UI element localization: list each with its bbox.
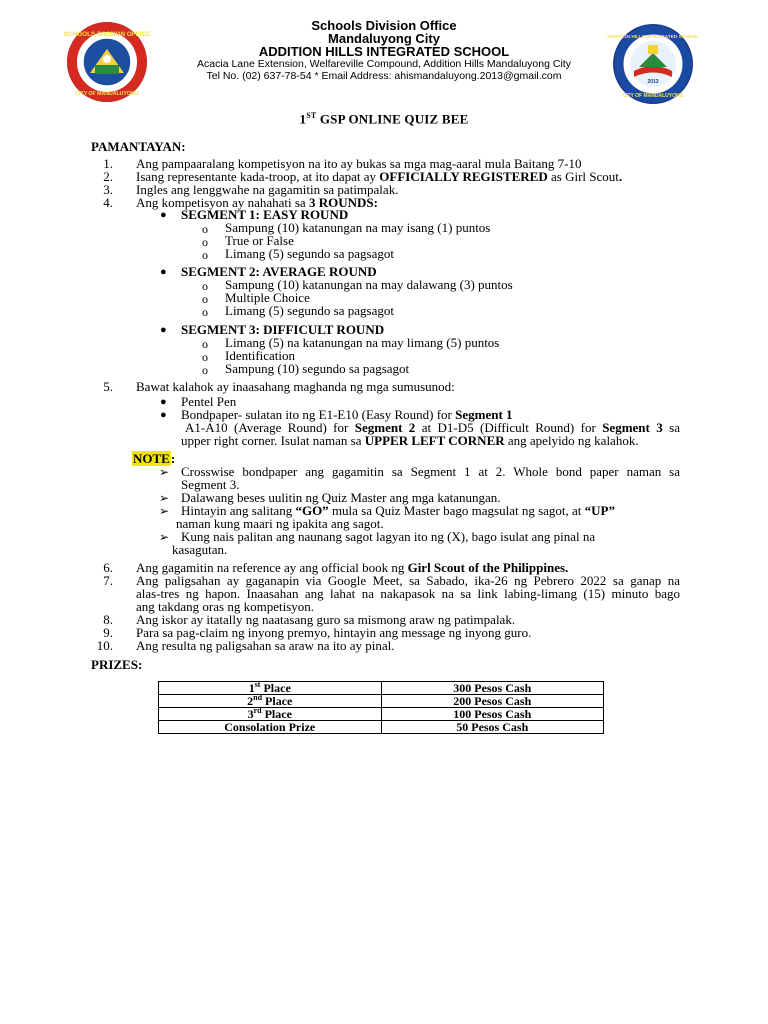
prizes-table [158, 681, 604, 734]
prize-place: Consolation Prize [159, 721, 382, 734]
prize-amount: 300 Pesos Cash [381, 682, 604, 695]
table-row [159, 708, 604, 721]
note-3: Hintayin ang salitang “GO” mula sa Quiz Master bago magsulat ng sagot, at “UP” [181, 503, 616, 518]
note-2: Dalawang beses uulitin ng Quiz Master ang mga katanungan. [181, 490, 501, 505]
material-bondpaper-cont-2: upper right corner. Isulat naman sa UPPER LEFT CORNER ang apelyido ng kalahok. [181, 433, 639, 448]
note-4-cont: kasagutan. [172, 542, 228, 557]
city-name: Mandaluyong City [328, 31, 440, 46]
segment-3-item: Sampung (10) segundo sa pagsagot [225, 361, 410, 376]
material-bondpaper-cont: A1-A10 (Average Round) for Segment 2 at D1-D5 (Difficult Round) for Segment 3 sa [185, 420, 680, 435]
segment-1-title: SEGMENT 1: EASY ROUND [181, 207, 349, 222]
segment-2-item: Multiple Choice [225, 290, 310, 305]
rule-2: Isang representante kada-troop, at ito dapat ay OFFICIALLY REGISTERED as Girl Scout. [136, 169, 623, 184]
rules-heading: PAMANTAYAN: [91, 139, 186, 154]
prize-amount: 100 Pesos Cash [381, 708, 604, 721]
rule-3: Ingles ang lenggwahe na gagamitin sa patimpalak. [136, 182, 399, 197]
segment-3-item: Limang (5) na katanungan na may limang (5) puntos [225, 335, 500, 350]
segment-3-item: Identification [225, 348, 296, 363]
rule-9: Para sa pag-claim ng inyong premyo, hintayin ang message ng inyong guro. [136, 625, 532, 640]
prize-amount: 50 Pesos Cash [381, 721, 604, 734]
office-name: Schools Division Office [311, 18, 457, 33]
left-seal-top-text: SCHOOLS DIVISION OFFICE [63, 31, 151, 38]
document-title: 1ST GSP ONLINE QUIZ BEE [299, 111, 469, 127]
table-row [159, 682, 604, 695]
segment-1-item: Limang (5) segundo sa pagsagot [225, 246, 394, 261]
note-3-cont: naman kung maari ng ipakita ang sagot. [176, 516, 384, 531]
school-address: Acacia Lane Extension, Welfareville Compound, Addition Hills Mandaluyong City [197, 58, 571, 70]
rule-8: Ang iskor ay itatally ng naatasang guro sa mismong araw ng patimpalak. [136, 612, 516, 627]
material-pen: Pentel Pen [181, 394, 237, 409]
table-row [159, 721, 604, 734]
rule-7-cont: alas-tres ng hapon. Inaasahan ang lahat na nakapasok na sa link labing-limang (15) minuto bago [136, 586, 680, 601]
prizes-heading: PRIZES: [91, 657, 143, 672]
segment-2-item: Limang (5) segundo sa pagsagot [225, 303, 394, 318]
segment-2-title: SEGMENT 2: AVERAGE ROUND [181, 264, 377, 279]
rule-6: Ang gagamitin na reference ay ang official book ng Girl Scout of the Philippines. [136, 560, 569, 575]
left-seal-bottom-text: CITY OF MANDALUYONG [75, 91, 139, 97]
rule-10: Ang resulta ng paligsahan sa araw na ito ay pinal. [136, 638, 395, 653]
right-seal-bottom-text: CITY OF MANDALUYONG [622, 93, 684, 99]
table-row [159, 695, 604, 708]
rule-4: Ang kompetisyon ay nahahati sa 3 ROUNDS: [136, 195, 378, 210]
segment-1-item: Sampung (10) katanungan na may isang (1) puntos [225, 220, 491, 235]
prize-place: 2nd Place [159, 695, 382, 708]
school-division-seal-icon [63, 21, 151, 103]
prize-place: 3rd Place [159, 708, 382, 721]
rule-5: Bawat kalahok ay inaasahang maghanda ng mga sumusunod: [136, 379, 455, 394]
segment-2-item: Sampung (10) katanungan na may dalawang (3) puntos [225, 277, 513, 292]
note-4: Kung nais palitan ang naunang sagot lagyan ito ng (X), bago isulat ang pinal na [181, 529, 596, 544]
material-bondpaper: Bondpaper- sulatan ito ng E1-E10 (Easy Round) for Segment 1 [181, 407, 513, 422]
right-seal-year-text: 2013 [647, 79, 659, 85]
note-label: NOTE: [133, 451, 176, 466]
note-1-cont: Segment 3. [181, 477, 240, 492]
note-1: Crosswise bondpaper ang gagamitin sa Segment 1 at 2. Whole bond paper naman sa [181, 464, 680, 479]
school-contact: Tel No. (02) 637-78-54 * Email Address: ahismandaluyong.2013@gmail.com [206, 70, 562, 82]
segment-1-item: True or False [225, 233, 294, 248]
rule-7: Ang paligsahan ay gaganapin via Google Meet, sa Sabado, ika-26 ng Pebrero 2022 sa ganap na [136, 573, 680, 588]
right-seal-top-text: ADDITION HILLS INTEGRATED SCHOOL [606, 35, 700, 40]
segment-3-title: SEGMENT 3: DIFFICULT ROUND [181, 322, 385, 337]
prize-place: 1st Place [159, 682, 382, 695]
school-name: ADDITION HILLS INTEGRATED SCHOOL [258, 44, 510, 59]
rule-7-cont-2: ang takdang oras ng kompetisyon. [136, 599, 314, 614]
prize-amount: 200 Pesos Cash [381, 695, 604, 708]
rule-1: Ang pampaaralang kompetisyon na ito ay bukas sa mga mag-aaral mula Baitang 7-10 [136, 156, 582, 171]
